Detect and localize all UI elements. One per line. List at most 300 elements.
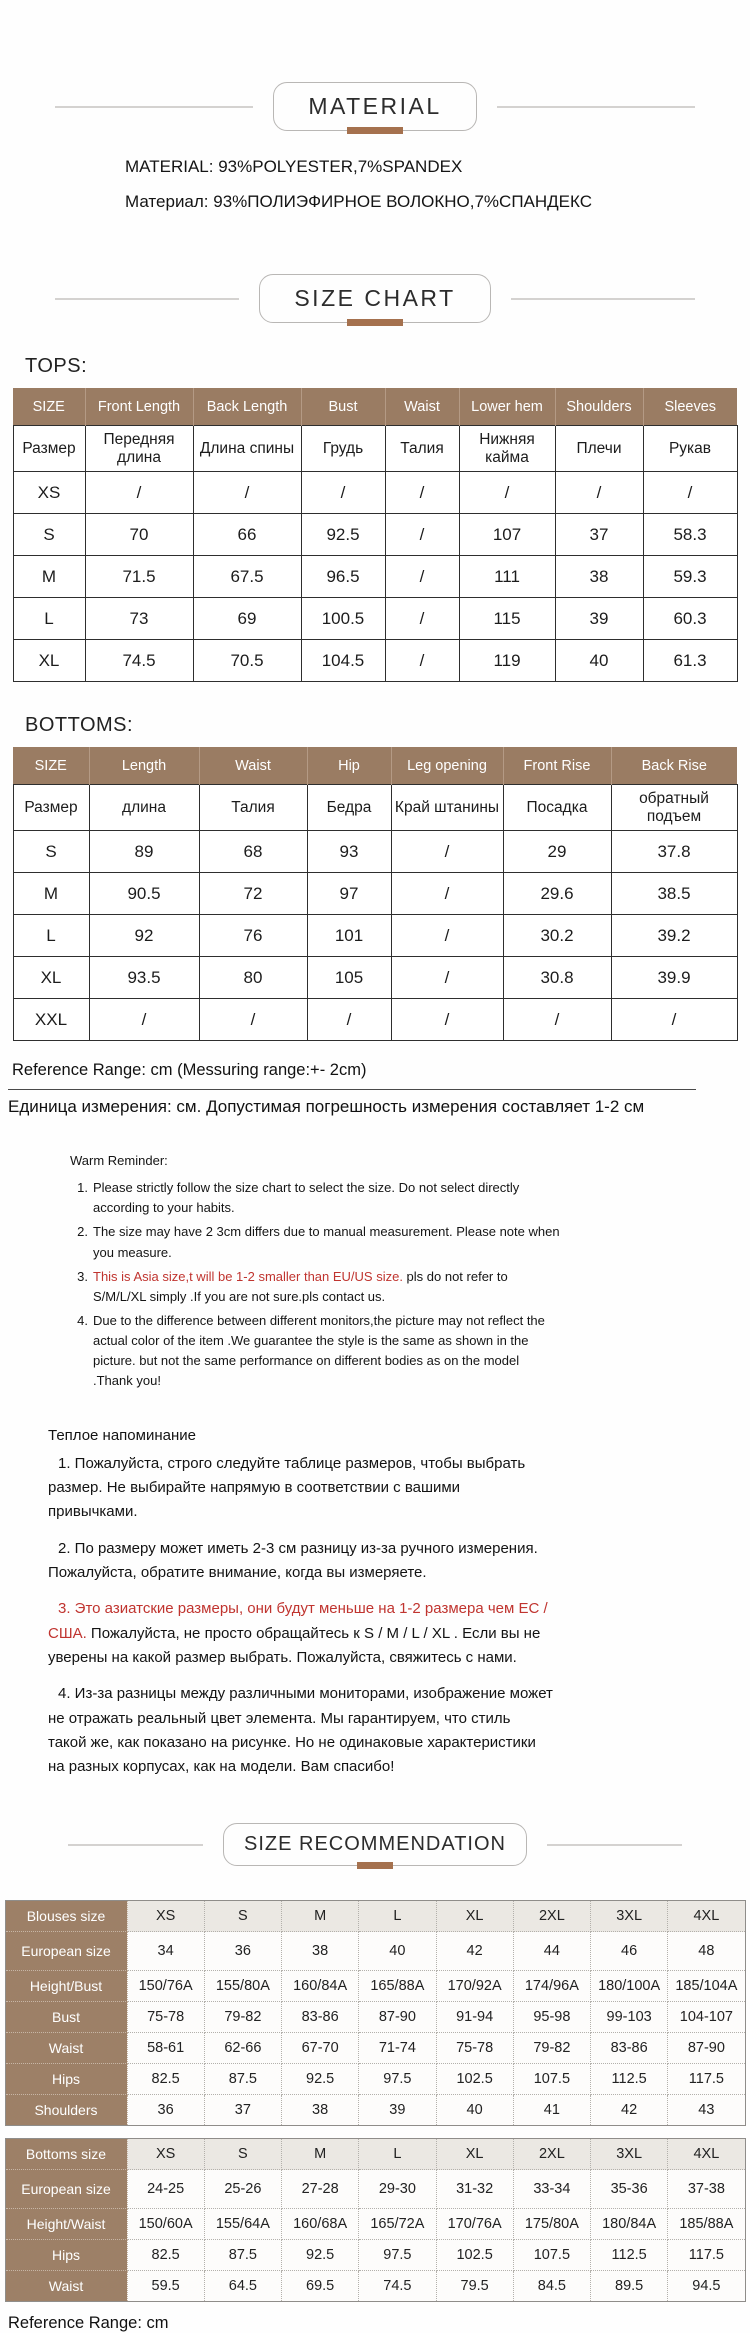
recommendation-value-cell: 150/60A	[127, 2209, 204, 2240]
recommendation-value-cell: 102.5	[436, 2240, 513, 2271]
size-value-cell: /	[555, 472, 643, 514]
list-item	[48, 1682, 553, 1779]
reminder-text: Due to the difference between different monitors,the picture may not reflect the actual color of the item .We guarantee the style is the same as shown in the picture. but not the same performance on different bodies as on the model .Thank you!	[93, 1312, 545, 1389]
header-cell-en: SIZE	[13, 388, 85, 426]
size-value-cell: 29	[503, 831, 611, 873]
header-cell-ru: Длина спины	[193, 426, 301, 472]
row-label-cell: European size	[5, 1932, 127, 1971]
recommendation-value-cell: 37-38	[668, 2170, 745, 2209]
header-cell-ru: Плечи	[555, 426, 643, 472]
header-cell-ru: Размер	[13, 785, 89, 831]
reminder-text: 1. Пожалуйста, строго следуйте таблице размеров, чтобы выбрать размер. Не выбирайте напрямую в соответствии с вашими привычками.	[48, 1454, 526, 1521]
row-label-cell: Bust	[5, 2002, 127, 2033]
header-cell-en: Bust	[301, 388, 385, 426]
recommendation-value-cell: 27-28	[282, 2170, 359, 2209]
list-number: 4.	[77, 1312, 88, 1328]
recommendation-value-cell: 107.5	[513, 2240, 590, 2271]
size-value-cell: 93.5	[89, 957, 199, 999]
reference-range-ru: Единица измерения: см. Допустимая погрешность измерения составляет 1-2 см	[8, 1097, 645, 1116]
header-cell-en: SIZE	[13, 747, 89, 785]
material-section-header	[55, 82, 695, 131]
material-title-box	[273, 82, 476, 131]
recommendation-value-cell: 3XL	[591, 1901, 668, 1932]
size-value-cell: /	[611, 999, 737, 1041]
size-value-cell: /	[307, 999, 391, 1041]
recommendation-value-cell: M	[282, 2139, 359, 2170]
table-row	[5, 2240, 745, 2271]
recommendation-value-cell: XL	[436, 2139, 513, 2170]
size-value-cell: 71.5	[85, 556, 193, 598]
table-row	[5, 2271, 745, 2302]
size-value-cell: /	[385, 514, 459, 556]
recommendation-value-cell: 155/64A	[204, 2209, 281, 2240]
header-cell-ru: Нижняя кайма	[459, 426, 555, 472]
row-label-cell: Height/Bust	[5, 1971, 127, 2002]
warm-reminder-en	[70, 1151, 562, 1392]
recommendation-value-cell: 112.5	[591, 2064, 668, 2095]
recommendation-value-cell: 87-90	[668, 2033, 745, 2064]
row-label-cell: Waist	[5, 2033, 127, 2064]
recommendation-value-cell: 87.5	[204, 2240, 281, 2271]
recommendation-value-cell: 42	[591, 2095, 668, 2126]
header-row	[13, 426, 737, 472]
recommendation-value-cell: 170/92A	[436, 1971, 513, 2002]
size-value-cell: 100.5	[301, 598, 385, 640]
size-recommendation-section-header	[68, 1823, 682, 1866]
recommendation-value-cell: 41	[513, 2095, 590, 2126]
size-value-cell: 30.2	[503, 915, 611, 957]
header-cell-en: Leg opening	[391, 747, 503, 785]
size-value-cell: XL	[13, 640, 85, 682]
table-row	[5, 2170, 745, 2209]
size-value-cell: /	[391, 873, 503, 915]
recommendation-value-cell: 62-66	[204, 2033, 281, 2064]
size-value-cell: XXL	[13, 999, 89, 1041]
list-text	[93, 1222, 562, 1262]
recommendation-value-cell: 36	[204, 1932, 281, 1971]
reminder-text: 2. По размеру может иметь 2-3 см разницу из-за ручного измерения. Пожалуйста, обратите внимание, когда вы измеряете.	[48, 1539, 538, 1582]
recommendation-value-cell: 165/72A	[359, 2209, 436, 2240]
list-text	[93, 1267, 562, 1307]
row-label-cell: Shoulders	[5, 2095, 127, 2126]
size-value-cell: S	[13, 831, 89, 873]
size-value-cell: /	[503, 999, 611, 1041]
recommendation-value-cell: 74.5	[359, 2271, 436, 2302]
recommendation-value-cell: 35-36	[591, 2170, 668, 2209]
size-value-cell: 101	[307, 915, 391, 957]
header-row	[13, 747, 737, 785]
header-cell-en: Shoulders	[555, 388, 643, 426]
size-value-cell: /	[193, 472, 301, 514]
bottoms-recommendation-table	[5, 2138, 746, 2302]
material-line-ru: Материал: 93%ПОЛИЭФИРНОЕ ВОЛОКНО,7%СПАНДЕКС	[125, 192, 593, 211]
header-cell-ru: Размер	[13, 426, 85, 472]
header-cell-ru: Передняя длина	[85, 426, 193, 472]
list-item	[48, 1452, 553, 1525]
recommendation-value-cell: 92.5	[282, 2240, 359, 2271]
divider-line	[68, 1844, 203, 1846]
size-value-cell: /	[85, 472, 193, 514]
recommendation-value-cell: 117.5	[668, 2064, 745, 2095]
recommendation-value-cell: 160/68A	[282, 2209, 359, 2240]
list-item	[70, 1178, 562, 1218]
table-row	[13, 999, 737, 1041]
header-cell-ru: длина	[89, 785, 199, 831]
size-value-cell: /	[391, 957, 503, 999]
recommendation-value-cell: 160/84A	[282, 1971, 359, 2002]
recommendation-value-cell: 102.5	[436, 2064, 513, 2095]
list-text	[93, 1178, 562, 1218]
recommendation-value-cell: 4XL	[668, 1901, 745, 1932]
recommendation-value-cell: 33-34	[513, 2170, 590, 2209]
recommendation-value-cell: 155/80A	[204, 1971, 281, 2002]
size-recommendation-title-box	[223, 1823, 527, 1866]
size-chart-section-header	[55, 274, 695, 323]
size-value-cell: M	[13, 873, 89, 915]
recommendation-value-cell: 38	[282, 2095, 359, 2126]
table-row	[13, 598, 737, 640]
reminder-text: Please strictly follow the size chart to select the size. Do not select directly according to your habits.	[93, 1180, 520, 1216]
recommendation-value-cell: 150/76A	[127, 1971, 204, 2002]
size-value-cell: /	[391, 915, 503, 957]
size-value-cell: 66	[193, 514, 301, 556]
header-cell-en: Waist	[199, 747, 307, 785]
header-cell-ru: Посадка	[503, 785, 611, 831]
list-item	[70, 1267, 562, 1307]
size-value-cell: /	[459, 472, 555, 514]
size-value-cell: 39.2	[611, 915, 737, 957]
divider-line	[497, 106, 695, 108]
recommendation-value-cell: 75-78	[436, 2033, 513, 2064]
bottoms-size-table	[13, 747, 738, 1041]
size-value-cell: 67.5	[193, 556, 301, 598]
recommendation-value-cell: 44	[513, 1932, 590, 1971]
header-cell-ru: Рукав	[643, 426, 737, 472]
recommendation-value-cell: 29-30	[359, 2170, 436, 2209]
header-cell-en: Back Length	[193, 388, 301, 426]
recommendation-value-cell: 82.5	[127, 2064, 204, 2095]
row-label-cell: Hips	[5, 2064, 127, 2095]
bottoms-label: BOTTOMS:	[25, 714, 134, 736]
recommendation-value-cell: 25-26	[204, 2170, 281, 2209]
recommendation-value-cell: 97.5	[359, 2240, 436, 2271]
list-number: 3.	[77, 1268, 88, 1284]
divider-line	[55, 106, 253, 108]
divider-line	[55, 298, 239, 300]
tops-label: TOPS:	[25, 355, 88, 377]
alert-text: 3. Это азиатские размеры, они будут меньше на 1-2 размера чем ЕС / США.	[48, 1600, 548, 1642]
size-value-cell: 74.5	[85, 640, 193, 682]
recommendation-value-cell: 46	[591, 1932, 668, 1971]
row-label-cell: Hips	[5, 2240, 127, 2271]
row-label-cell: Height/Waist	[5, 2209, 127, 2240]
recommendation-value-cell: XS	[127, 1901, 204, 1932]
size-value-cell: 92	[89, 915, 199, 957]
size-value-cell: /	[391, 999, 503, 1041]
recommendation-value-cell: 104-107	[668, 2002, 745, 2033]
recommendation-value-cell: 42	[436, 1932, 513, 1971]
size-value-cell: XS	[13, 472, 85, 514]
recommendation-value-cell: 40	[436, 2095, 513, 2126]
recommendation-value-cell: 89.5	[591, 2271, 668, 2302]
recommendation-value-cell: 43	[668, 2095, 745, 2126]
header-cell-en: Hip	[307, 747, 391, 785]
header-row	[13, 785, 737, 831]
recommendation-value-cell: S	[204, 1901, 281, 1932]
blouses-recommendation-table	[5, 1900, 746, 2126]
material-composition	[125, 157, 750, 212]
table-row	[13, 472, 737, 514]
size-value-cell: 107	[459, 514, 555, 556]
recommendation-value-cell: 82.5	[127, 2240, 204, 2271]
list-item	[70, 1311, 562, 1392]
material-line-en: MATERIAL: 93%POLYESTER,7%SPANDEX	[125, 157, 463, 176]
header-cell-en: Back Rise	[611, 747, 737, 785]
recommendation-value-cell: 91-94	[436, 2002, 513, 2033]
recommendation-value-cell: 24-25	[127, 2170, 204, 2209]
size-value-cell: 39	[555, 598, 643, 640]
reminder-text: pls do not refer to S/M/L/XL simply .If you are not sure.pls contact us.	[93, 1268, 508, 1304]
recommendation-value-cell: 95-98	[513, 2002, 590, 2033]
recommendation-value-cell: XL	[436, 1901, 513, 1932]
list-item	[48, 1537, 553, 1586]
size-value-cell: 111	[459, 556, 555, 598]
recommendation-value-cell: 170/76A	[436, 2209, 513, 2240]
size-value-cell: S	[13, 514, 85, 556]
header-row	[13, 388, 737, 426]
list-number: 1.	[77, 1180, 88, 1196]
size-value-cell: 69	[193, 598, 301, 640]
header-cell-ru: Край штанины	[391, 785, 503, 831]
size-value-cell: /	[385, 640, 459, 682]
size-value-cell: 90.5	[89, 873, 199, 915]
size-value-cell: 61.3	[643, 640, 737, 682]
recommendation-value-cell: 3XL	[591, 2139, 668, 2170]
reminder-text: 4. Из-за разницы между различными мониторами, изображение может не отражать реальный цвет элемента. Мы гарантируем, что стиль такой же, как показано на рисунке. Но не одинаковые характеристики на разных корпусах, как на модели. Вам спасибо!	[48, 1685, 553, 1776]
recommendation-value-cell: 165/88A	[359, 1971, 436, 2002]
reminder-text: Пожалуйста, не просто обращайтесь к S / M / L / XL . Если вы не уверены на какой размер выбрать. Пожалуйста, свяжитесь с нами.	[48, 1624, 541, 1666]
header-cell-en: Waist	[385, 388, 459, 426]
size-value-cell: L	[13, 598, 85, 640]
list-text	[93, 1311, 562, 1392]
reference-divider-line	[8, 1089, 696, 1090]
tops-size-table	[13, 388, 738, 682]
size-value-cell: 29.6	[503, 873, 611, 915]
size-value-cell: M	[13, 556, 85, 598]
size-recommendation-title: SIZE RECOMMENDATION	[244, 1833, 506, 1856]
size-chart-title-box	[259, 274, 490, 323]
recommendation-value-cell: 2XL	[513, 2139, 590, 2170]
recommendation-value-cell: 87.5	[204, 2064, 281, 2095]
header-cell-ru: обратный подъем	[611, 785, 737, 831]
size-value-cell: 73	[85, 598, 193, 640]
size-value-cell: 76	[199, 915, 307, 957]
header-cell-en: Front Rise	[503, 747, 611, 785]
header-cell-en: Front Length	[85, 388, 193, 426]
recommendation-value-cell: 37	[204, 2095, 281, 2126]
table-row	[13, 556, 737, 598]
table-row	[5, 2139, 745, 2170]
table-row	[5, 1932, 745, 1971]
size-value-cell: 119	[459, 640, 555, 682]
size-value-cell: /	[391, 831, 503, 873]
size-value-cell: 38	[555, 556, 643, 598]
recommendation-value-cell: 87-90	[359, 2002, 436, 2033]
recommendation-value-cell: 69.5	[282, 2271, 359, 2302]
list-number: 2.	[77, 1224, 88, 1240]
recommendation-value-cell: 180/84A	[591, 2209, 668, 2240]
size-value-cell: 39.9	[611, 957, 737, 999]
warm-reminder-ru	[48, 1424, 553, 1780]
material-title: MATERIAL	[308, 93, 442, 119]
recommendation-value-cell: 174/96A	[513, 1971, 590, 2002]
row-label-cell: Waist	[5, 2271, 127, 2302]
header-cell-en: Sleeves	[643, 388, 737, 426]
table-row	[13, 514, 737, 556]
size-value-cell: 97	[307, 873, 391, 915]
table-row	[13, 873, 737, 915]
table-row	[13, 640, 737, 682]
recommendation-value-cell: 83-86	[591, 2033, 668, 2064]
header-cell-ru: Бедра	[307, 785, 391, 831]
size-value-cell: 30.8	[503, 957, 611, 999]
recommendation-value-cell: 2XL	[513, 1901, 590, 1932]
row-label-cell: European size	[5, 2170, 127, 2209]
size-value-cell: 59.3	[643, 556, 737, 598]
recommendation-value-cell: 58-61	[127, 2033, 204, 2064]
size-value-cell: 68	[199, 831, 307, 873]
recommendation-value-cell: S	[204, 2139, 281, 2170]
size-value-cell: /	[199, 999, 307, 1041]
list-item	[48, 1597, 553, 1670]
table-row	[5, 2033, 745, 2064]
header-cell-en: Lower hem	[459, 388, 555, 426]
alert-text: This is Asia size,t will be 1-2 smaller than EU/US size.	[93, 1268, 403, 1284]
recommendation-value-cell: 79-82	[204, 2002, 281, 2033]
size-value-cell: 37	[555, 514, 643, 556]
warm-reminder-en-title: Warm Reminder:	[70, 1153, 168, 1168]
size-chart-title: SIZE CHART	[294, 285, 456, 311]
recommendation-value-cell: 97.5	[359, 2064, 436, 2095]
size-value-cell: /	[643, 472, 737, 514]
recommendation-value-cell: 59.5	[127, 2271, 204, 2302]
reference-range-en: Reference Range: cm (Messuring range:+- 2cm)	[12, 1061, 367, 1079]
table-row	[13, 957, 737, 999]
divider-line	[547, 1844, 682, 1846]
size-value-cell: 70.5	[193, 640, 301, 682]
size-value-cell: 60.3	[643, 598, 737, 640]
recommendation-value-cell: 94.5	[668, 2271, 745, 2302]
header-cell-ru: Грудь	[301, 426, 385, 472]
table-row	[5, 2064, 745, 2095]
recommendation-value-cell: XS	[127, 2139, 204, 2170]
recommendation-value-cell: 99-103	[591, 2002, 668, 2033]
size-value-cell: 115	[459, 598, 555, 640]
recommendation-value-cell: 83-86	[282, 2002, 359, 2033]
size-value-cell: 80	[199, 957, 307, 999]
table-row	[5, 2209, 745, 2240]
recommendation-value-cell: 64.5	[204, 2271, 281, 2302]
size-value-cell: 89	[89, 831, 199, 873]
recommendation-value-cell: 67-70	[282, 2033, 359, 2064]
recommendation-value-cell: 40	[359, 1932, 436, 1971]
size-value-cell: 40	[555, 640, 643, 682]
row-label-cell: Bottoms size	[5, 2139, 127, 2170]
recommendation-value-cell: 4XL	[668, 2139, 745, 2170]
recommendation-value-cell: 75-78	[127, 2002, 204, 2033]
recommendation-value-cell: 31-32	[436, 2170, 513, 2209]
recommendation-value-cell: 84.5	[513, 2271, 590, 2302]
table-row	[5, 1901, 745, 1932]
recommendation-value-cell: 92.5	[282, 2064, 359, 2095]
warm-reminder-en-list	[70, 1178, 562, 1391]
size-value-cell: 38.5	[611, 873, 737, 915]
brown-underline	[347, 319, 403, 326]
reference-range-bottom: Reference Range: cm	[8, 2314, 169, 2333]
size-value-cell: 104.5	[301, 640, 385, 682]
table-row	[13, 915, 737, 957]
recommendation-value-cell: 71-74	[359, 2033, 436, 2064]
recommendation-value-cell: M	[282, 1901, 359, 1932]
table-row	[5, 2095, 745, 2126]
brown-underline	[357, 1862, 393, 1869]
recommendation-value-cell: L	[359, 1901, 436, 1932]
header-cell-en: Length	[89, 747, 199, 785]
recommendation-value-cell: 175/80A	[513, 2209, 590, 2240]
recommendation-value-cell: 79.5	[436, 2271, 513, 2302]
list-item	[70, 1222, 562, 1262]
size-value-cell: 93	[307, 831, 391, 873]
warm-reminder-ru-list	[48, 1452, 553, 1780]
header-cell-ru: Талия	[199, 785, 307, 831]
size-value-cell: 58.3	[643, 514, 737, 556]
size-value-cell: /	[385, 556, 459, 598]
recommendation-value-cell: L	[359, 2139, 436, 2170]
recommendation-value-cell: 38	[282, 1932, 359, 1971]
warm-reminder-ru-title: Теплое напоминание	[48, 1426, 196, 1444]
size-value-cell: /	[89, 999, 199, 1041]
recommendation-value-cell: 117.5	[668, 2240, 745, 2271]
table-row	[5, 2002, 745, 2033]
recommendation-value-cell: 34	[127, 1932, 204, 1971]
recommendation-value-cell: 180/100A	[591, 1971, 668, 2002]
recommendation-value-cell: 39	[359, 2095, 436, 2126]
brown-underline	[347, 127, 403, 134]
size-value-cell: XL	[13, 957, 89, 999]
size-value-cell: 70	[85, 514, 193, 556]
recommendation-value-cell: 79-82	[513, 2033, 590, 2064]
recommendation-value-cell: 185/88A	[668, 2209, 745, 2240]
reminder-text: The size may have 2 3cm differs due to manual measurement. Please note when you measure.	[93, 1224, 560, 1260]
recommendation-value-cell: 107.5	[513, 2064, 590, 2095]
size-value-cell: L	[13, 915, 89, 957]
row-label-cell: Blouses size	[5, 1901, 127, 1932]
table-row	[13, 831, 737, 873]
size-value-cell: /	[385, 598, 459, 640]
size-value-cell: 92.5	[301, 514, 385, 556]
size-value-cell: 96.5	[301, 556, 385, 598]
table-row	[5, 1971, 745, 2002]
recommendation-value-cell: 112.5	[591, 2240, 668, 2271]
size-value-cell: /	[301, 472, 385, 514]
size-value-cell: 72	[199, 873, 307, 915]
divider-line	[511, 298, 695, 300]
size-value-cell: /	[385, 472, 459, 514]
header-cell-ru: Талия	[385, 426, 459, 472]
recommendation-value-cell: 36	[127, 2095, 204, 2126]
recommendation-value-cell: 48	[668, 1932, 745, 1971]
size-value-cell: 105	[307, 957, 391, 999]
